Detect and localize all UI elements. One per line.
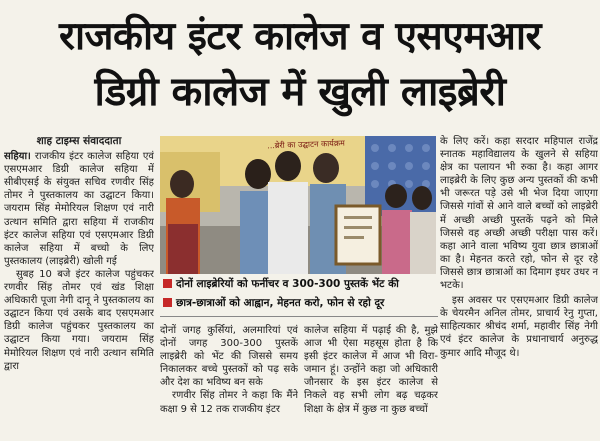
caption-line-2	[163, 296, 438, 310]
article-paragraph-1	[4, 150, 154, 268]
article-column-right	[440, 135, 598, 440]
caption-text-1: दोनों लाइब्रेरियों को फर्नीचर व 300-300 पुस्तकें भेंट की	[176, 278, 399, 290]
article-paragraph-2: सुबह 10 बजे इंटर कालेज पहुंचकर रणवीर सिंह तोमर एवं खंड शिक्षा अधिकारी पूजा नेगी दानू ने पुस्तकालय का उद्घाटन किया एवं उसके बाद एसएमआर डिग्री कालेज पहुंचकर पुस्तकालय का उद्घाटन किया गया। जयराम सिंह मेमोरियल शिक्षण एवं नारी उत्थान समिति द्वारा	[4, 268, 154, 372]
headline-line-2: डिग्री कालेज में खुली लाइब्रेरी	[94, 69, 506, 115]
byline: शाह टाइम्स संवाददाता	[36, 135, 122, 147]
article-column-middle-2	[304, 324, 438, 440]
caption-divider	[160, 316, 438, 317]
headline-line-1: राजकीय इंटर कालेज व एसएमआर	[59, 14, 541, 59]
article-paragraph-5: कालेज सहिया में पढ़ाई की है, मुझे आज भी ऐसा महसूस होता है कि इसी इंटर कालेज में आज भी विरा- जमान हूं। उन्होंने कहा जो अधिकारी जौनसार के इस इंटर कालेज से निकले वह सभी लोग बढ़ चढ़कर शिक्षा के क्षेत्र में कुछ ना कुछ बच्चों	[304, 325, 438, 415]
caption-bullet-icon	[163, 298, 172, 307]
news-photo	[160, 136, 436, 274]
article-text-1: राजकीय इंटर कालेज सहिया एवं एसएमआर डिग्री कालेज सहिया में सीबीएसई के संयुक्त सचिव रणवीर सिंह तोमर ने पुस्तकालय का उद्घाटन किया। जयराम सिंह मेमोरियल शिक्षण एवं नारी उत्थान समिति द्वारा सहिया में राजकीय इंटर कालेज सहिया एवं एसएमआर डिग्री कालेज सहिया में बच्चो के लिए पुस्तकालय (लाइब्रेरी) खोली गई	[4, 151, 154, 267]
article-paragraph-6: के लिए करें। कहा सरदार महिपाल राजेंद्र स्नातक महाविद्यालय के खुलने से सहिया क्षेत्र का पलायन भी रुका है। कहा आगर लाइब्रेरी के लिए कुछ अन्य पुस्तकों की कभी भी जरूरत पड़े उसे भी भेज दिया जाएगा जिससे गांवों से आने वाले बच्चों को लाइब्रेरी में अच्छी अच्छी पुस्तकें पढ़ने को मिले जिससे वह अच्छी अच्छी परीक्षा पास करें। कहा आने वाला भविष्य युवा छात्र छात्राओं का है। मेहनत करते रहो, फोन से दूर रहे जिससे छात्र छात्राओं का दिमाग इधर उधर न भटके।	[440, 136, 598, 292]
caption-line-1	[163, 277, 438, 291]
photo-banner-text: ...ब्रेरी का उद्घाटन कार्यक्रम	[267, 138, 345, 151]
article-column-middle-1	[160, 324, 298, 440]
caption-bullet-icon	[163, 279, 172, 288]
article-paragraph-7: इस अवसर पर एसएमआर डिग्री कालेज के चेयरमैन अनिल तोमर, प्राचार्य रेनु गुप्ता, साहित्यकार श्रीचंद शर्मा, महावीर सिंह नेगी एवं इंटर कालेज के प्रधानाचार्य अनुरुद्ध कुमार आदि मौजूद थे।	[440, 295, 598, 359]
article-column-left	[4, 135, 154, 440]
article-paragraph-4: रणवीर सिंह तोमर ने कहा कि मैंने कक्षा 9 से 12 तक राजकीय इंटर	[160, 390, 298, 415]
dateline: सहिया।	[4, 151, 31, 163]
article-paragraph-3: दोनों जगह कुर्सियां, अलमारियां एवं दोनों जगह 300-300 पुस्तकें लाइब्रेरी को भेंट की जिससे समय निकालकर बच्चे पुस्तकों को पढ़ सके और देश का भविष्य बन सके	[160, 325, 298, 389]
caption-text-2: छात्र-छात्राओं को आह्वान, मेहनत करो, फोन से रहो दूर	[176, 297, 385, 309]
photo-illustration	[160, 136, 436, 274]
